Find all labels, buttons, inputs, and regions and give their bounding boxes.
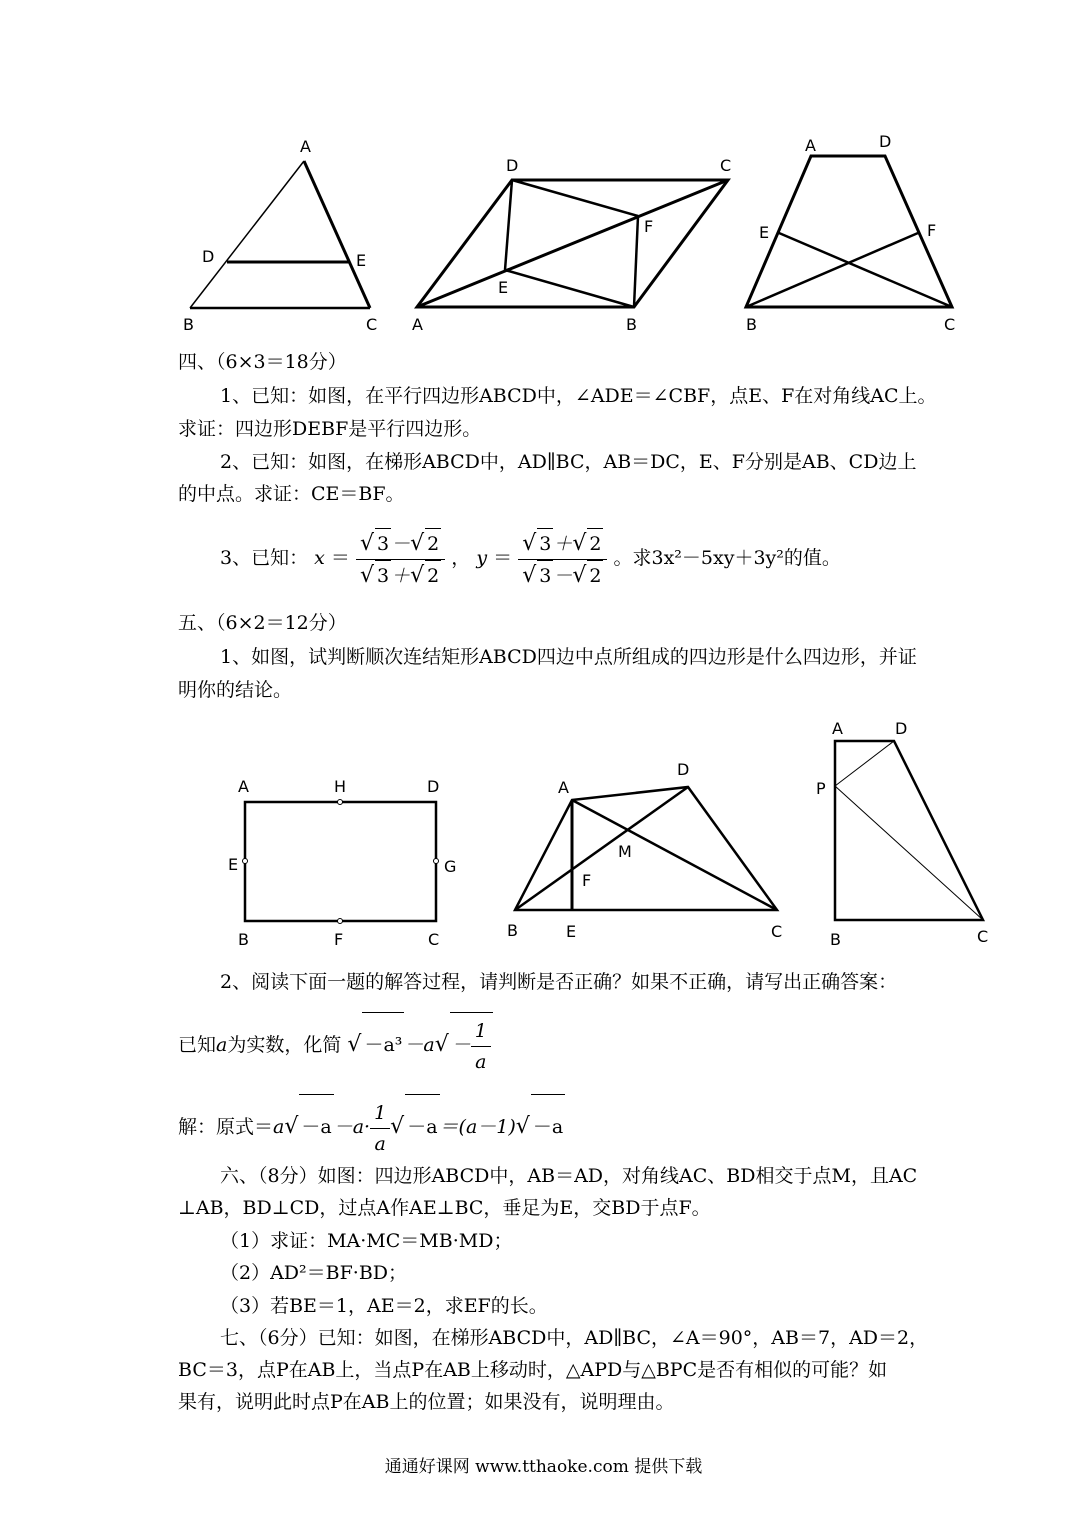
solution-label: 解：原式＝: [178, 1116, 274, 1138]
label-f: F: [644, 217, 654, 236]
given-label: 已知: [178, 1034, 217, 1056]
var-y: y: [476, 547, 488, 569]
label-b: B: [626, 315, 637, 334]
given-rest: 为实数，化简: [227, 1034, 342, 1056]
parallelogram-figure: [405, 150, 745, 340]
label-c: C: [771, 922, 783, 941]
s6-line2: ⊥AB，BD⊥CD，过点A作AE⊥BC，垂足为E，交BD于点F。: [178, 1197, 711, 1219]
den-sqrt-b: 2: [425, 560, 441, 591]
minus-a: －a: [404, 1034, 435, 1056]
label-e: E: [228, 855, 239, 874]
s5-q1-line1: 1、如图，试判断顺次连结矩形ABCD四边中点所组成的四边形是什么四边形，并证: [220, 646, 917, 668]
label-c: C: [428, 930, 440, 949]
quadrilateral-figure: [500, 755, 800, 955]
section5-header: 五、（6×2＝12分）: [178, 612, 347, 634]
fraction-y: $\frac{√ 3 +√ 2}{√ 3 -√ 2}$: [518, 528, 607, 591]
label-b: B: [507, 921, 518, 940]
label-e: E: [759, 223, 770, 242]
label-p: P: [816, 779, 826, 798]
footer: 通通好课网 www.tthaoke.com 提供下载: [384, 1457, 703, 1477]
label-b: B: [746, 315, 757, 334]
var-a: a: [216, 1034, 228, 1056]
s5-q2-given: 已知a为实数，化简 √ －a³ －a√ － $\frac{1}{a}$: [178, 1012, 493, 1076]
s6-line1: 六、（8分）如图：四边形ABCD中，AB＝AD，对角线AC、BD相交于点M，且AC: [220, 1165, 918, 1187]
label-d: D: [895, 719, 908, 738]
label-b: B: [238, 930, 249, 949]
equals: ＝: [330, 547, 350, 569]
s4-q3: 3、已知： x ＝ $\frac{√ 3 -√ 2}{√ 3 +√ 2}$ ， y ＝ $\frac{√ 3 +√ 2}{√ 3 -√ 2}$ 。求3x²－5xy＋3y²的值。: [220, 526, 841, 590]
rectangle-figure: [220, 770, 470, 955]
triangle-figure: [170, 130, 400, 340]
label-a: A: [238, 777, 249, 796]
s7-line2: BC＝3，点P在AB上，当点P在AB上移动时，△APD与△BPC是否有相似的可能？如: [178, 1359, 888, 1381]
s4-q1-line1: 1、已知：如图，在平行四边形ABCD中，∠ADE＝∠CBF，点E、F在对角线AC上。: [220, 385, 937, 407]
s5-q1-line2: 明你的结论。: [178, 679, 293, 701]
num-sqrt-a: 3: [375, 528, 391, 559]
s6-item1: （1）求证：MA·MC＝MB·MD；: [220, 1230, 513, 1252]
radical-fraction: － $\frac{1}{a}$: [450, 1012, 493, 1077]
label-d: D: [427, 777, 440, 796]
label-a: A: [832, 719, 843, 738]
label-a: A: [300, 137, 311, 156]
radical-minus-a-cubed: －a³: [362, 1012, 404, 1077]
label-g: G: [444, 857, 457, 876]
label-m: M: [618, 842, 632, 861]
label-c: C: [944, 315, 956, 334]
var-x: x: [314, 547, 325, 569]
s4-q3-suffix: 。求3x²－5xy＋3y²的值。: [613, 547, 841, 569]
label-e: E: [356, 251, 367, 270]
label-c: C: [720, 156, 732, 175]
s7-line1: 七、（6分）已知：如图，在梯形ABCD中，AD∥BC，∠A＝90°，AB＝7，AD＝2，: [220, 1327, 929, 1349]
label-c: C: [977, 927, 989, 946]
s6-item3: （3）若BE＝1，AE＝2，求EF的长。: [220, 1295, 548, 1317]
den-sqrt-a: 3: [375, 560, 391, 591]
s6-item2: （2）AD²＝BF·BD；: [220, 1262, 408, 1284]
label-f: F: [927, 221, 937, 240]
label-e: E: [498, 278, 509, 297]
label-d: D: [506, 156, 519, 175]
label-a: A: [558, 778, 569, 797]
label-a: A: [805, 136, 816, 155]
section4-header: 四、（6×3＝18分）: [178, 351, 347, 373]
s5-q2-line1: 2、阅读下面一题的解答过程，请判断是否正确？如果不正确，请写出正确答案：: [220, 971, 898, 993]
label-c: C: [366, 315, 378, 334]
label-f: F: [334, 930, 344, 949]
s4-q3-prefix: 3、已知：: [220, 547, 309, 569]
fraction-x: $\frac{√ 3 -√ 2}{√ 3 +√ 2}$: [356, 528, 445, 591]
label-d: D: [202, 247, 215, 266]
label-d: D: [677, 760, 690, 779]
trapezoid-figure-1: [740, 125, 970, 340]
s4-q1-line2: 求证：四边形DEBF是平行四边形。: [178, 418, 482, 440]
label-d: D: [879, 132, 892, 151]
trapezoid-figure-2: [810, 710, 1000, 955]
label-b: B: [830, 930, 841, 949]
comma: ，: [451, 547, 471, 569]
label-a: A: [412, 315, 423, 334]
radical-minus-a: －a: [299, 1094, 333, 1159]
s4-q2-line2: 的中点。求证：CE＝BF。: [178, 483, 405, 505]
s5-q2-solution: 解：原式＝a√ －a －a· $\frac{1}{a}$ √ －a ＝(a－1)√ －a: [178, 1094, 565, 1158]
label-e: E: [566, 922, 577, 941]
num-sqrt-b: 2: [425, 528, 441, 559]
label-b: B: [183, 315, 194, 334]
label-h: H: [334, 777, 347, 796]
s4-q2-line1: 2、已知：如图，在梯形ABCD中，AD∥BC，AB＝DC，E、F分别是AB、CD边上: [220, 451, 917, 473]
label-f: F: [582, 871, 592, 890]
s7-line3: 果有，说明此时点P在AB上的位置；如果没有，说明理由。: [178, 1391, 675, 1413]
